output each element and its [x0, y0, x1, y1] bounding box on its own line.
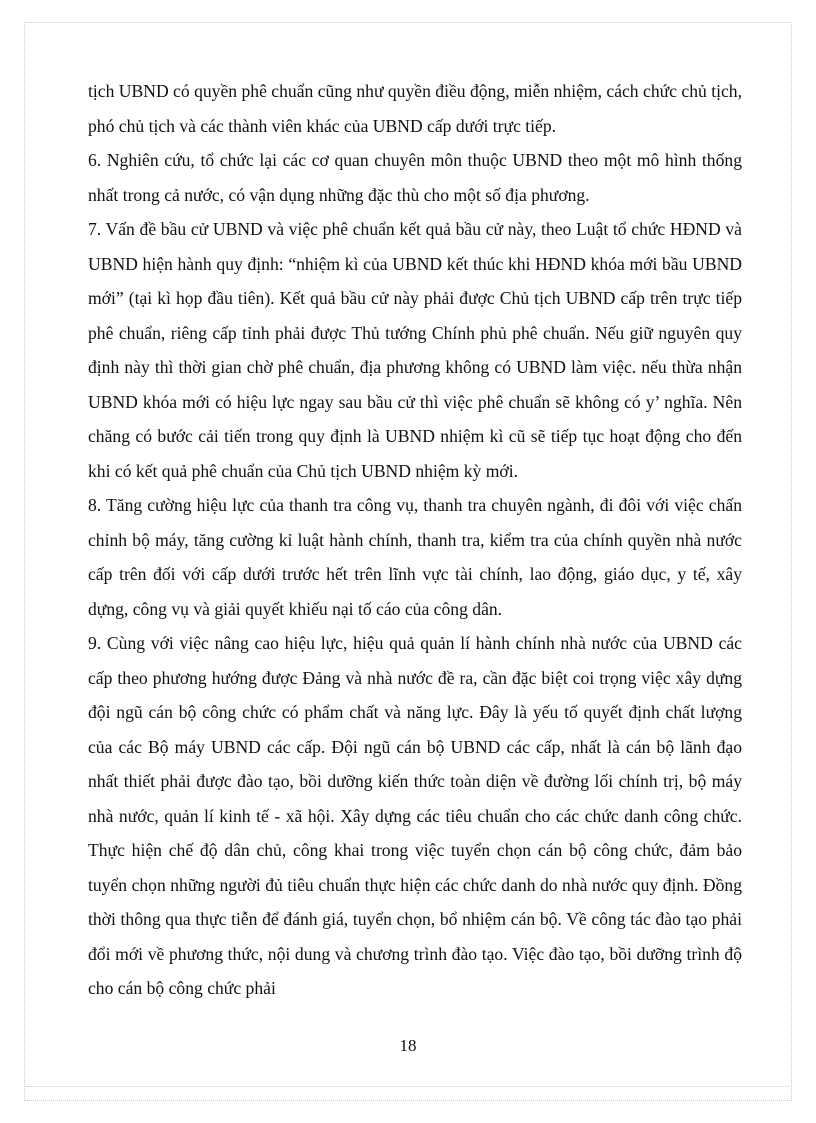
paragraph-item-6: 6. Nghiên cứu, tổ chức lại các cơ quan chuyên môn thuộc UBND theo một mô hình thống nhất trong cả nước, có vận dụng những đặc thù cho một số địa phương. [88, 150, 742, 205]
paragraph-item-9: 9. Cùng với việc nâng cao hiệu lực, hiệu quả quản lí hành chính nhà nước của UBND các cấp theo phương hướng được Đảng và nhà nước đề ra, cần đặc biệt coi trọng việc xây dựng đội ngũ cán bộ công chức có phẩm chất và năng lực. Đây là yếu tố quyết định chất lượng của các Bộ máy UBND các cấp. Đội ngũ cán bộ UBND các cấp, nhất là cán bộ lãnh đạo nhất thiết phải được đào tạo, bồi dưỡng kiến thức toàn diện về đường lối chính trị, bộ máy nhà nước, quản lí kinh tế - xã hội. Xây dựng các tiêu chuẩn cho các chức danh công chức. Thực hiện chế độ dân chủ, công khai trong việc tuyển chọn cán bộ công chức, đảm bảo tuyển chọn những người đủ tiêu chuẩn thực hiện các chức danh do nhà nước quy định. Đồng thời thông qua thực tiễn để đánh giá, tuyển chọn, bổ nhiệm cán bộ. Về công tác đào tạo phải đổi mới về phương thức, nội dung và chương trình đào tạo. Việc đào tạo, bồi dưỡng trình độ cho cán bộ công chức phải [88, 633, 742, 998]
footer-divider [24, 1086, 792, 1087]
paragraph-item-8: 8. Tăng cường hiệu lực của thanh tra công vụ, thanh tra chuyên ngành, đi đôi với việc chấn chỉnh bộ máy, tăng cường kỉ luật hành chính, thanh tra, kiểm tra của chính quyền nhà nước cấp trên đối với cấp dưới trước hết trên lĩnh vực tài chính, lao động, giáo dục, y tế, xây dựng, công vụ và giải quyết khiếu nại tố cáo của công dân. [88, 495, 742, 619]
page-number: 18 [399, 1036, 417, 1055]
document-body [88, 74, 742, 1006]
paragraph-item-7: 7. Vấn đề bầu cử UBND và việc phê chuẩn kết quả bầu cử này, theo Luật tổ chức HĐND và UBND hiện hành quy định: “nhiệm kì của UBND kết thúc khi HĐND khóa mới bầu UBND mới” (tại kì họp đầu tiên). Kết quả bầu cử này phải được Chủ tịch UBND cấp trên trực tiếp phê chuẩn, riêng cấp tỉnh phải được Thủ tướng Chính phủ phê chuẩn. Nếu giữ nguyên quy định này thì thời gian chờ phê chuẩn, địa phương không có UBND làm việc. nếu thừa nhận UBND khóa mới có hiệu lực ngay sau bầu cử thì việc phê chuẩn sẽ không có y’ nghĩa. Nên chăng có bước cải tiến trong quy định là UBND nhiệm kì cũ sẽ tiếp tục hoạt động cho đến khi có kết quả phê chuẩn của Chủ tịch UBND nhiệm kỳ mới. [88, 219, 742, 481]
paragraph-continuation: tịch UBND có quyền phê chuẩn cũng như quyền điều động, miễn nhiệm, cách chức chủ tịch, phó chủ tịch và các thành viên khác của UBND cấp dưới trực tiếp. [88, 81, 742, 136]
